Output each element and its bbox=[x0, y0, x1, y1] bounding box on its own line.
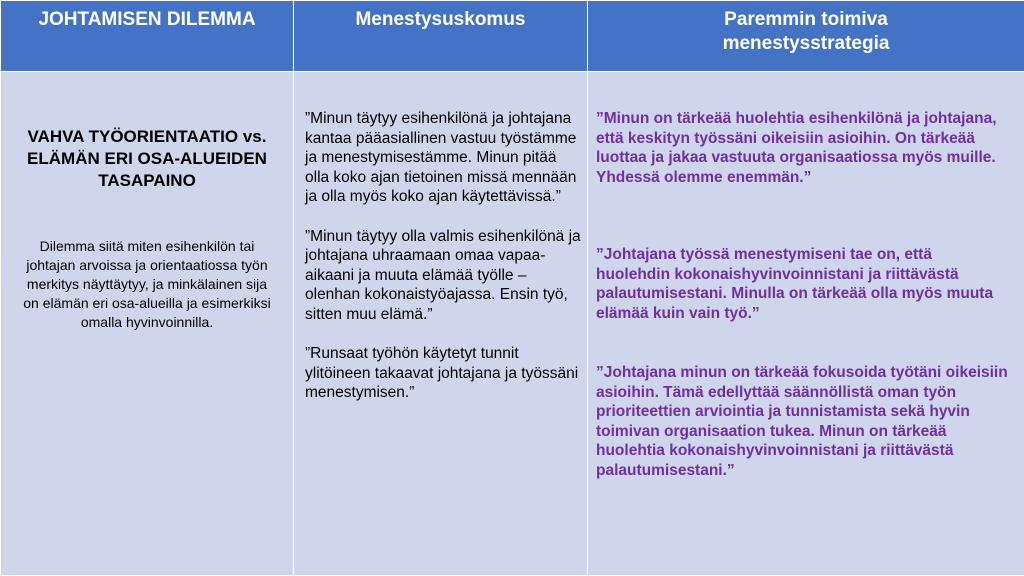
belief-quote-3: ”Runsaat työhön käytetyt tunnit ylitöineen takaavat johtajana ja työssäni menestymisen.” bbox=[305, 345, 579, 401]
dilemma-title bbox=[7, 126, 287, 192]
strategy-quote-2: ”Johtajana työssä menestymiseni tae on, että huolehdin kokonaishyvinvoinnistani ja riittävästä palautumisestani. Minulla on tärkeää olla myös muuta elämää kuin vain työ.” bbox=[596, 246, 994, 322]
belief-quote-2: ”Minun täytyy olla valmis esihenkilönä ja johtajana uhraamaan omaa vapaa-aikaani ja muuta elämää työlle – olenhan kokonaistyöajassa. Ensin työ, sitten muu elämä.” bbox=[305, 227, 581, 323]
strategy-cell bbox=[588, 72, 1024, 576]
header-dilemma-label: JOHTAMISEN DILEMMA bbox=[38, 9, 256, 30]
header-belief-label: Menestysuskomus bbox=[355, 9, 526, 30]
dilemma-title-line3: TASAPAINO bbox=[98, 171, 196, 190]
belief-list bbox=[294, 72, 587, 403]
strategy-list bbox=[588, 72, 1024, 480]
header-strategy bbox=[588, 1, 1024, 72]
header-row bbox=[1, 1, 1024, 72]
header-strategy-line2: menestysstrategia bbox=[722, 33, 890, 54]
dilemma-title-line2: ELÄMÄN ERI OSA-ALUEIDEN bbox=[27, 149, 267, 168]
dilemma-description: Dilemma siitä miten esihenkilön tai johtajan arvoissa ja orientaatiossa työn merkitys näyttäytyy, ja minkälainen sija on elämän eri osa-alueilla ja esimerkiksi omalla hyvinvoinnilla. bbox=[23, 238, 271, 330]
header-strategy-label bbox=[588, 1, 1024, 56]
content-row bbox=[1, 72, 1024, 576]
strategy-quote-3: ”Johtajana minun on tärkeää fokusoida työtäni oikeisiin asioihin. Tämä edellyttää säännöllistä oman työn prioriteettien arviointia ja tunnistamista sekä hyvin toimivan organisaation tukea. Minun on tärkeää huolehtia kokonaishyvinvoinnistani ja riittävästä palautumisestani.” bbox=[596, 364, 1008, 479]
header-dilemma bbox=[1, 1, 294, 72]
dilemma-title-line1: VAHVA TYÖORIENTAATIO vs. bbox=[27, 127, 267, 146]
strategy-quote-1: ”Minun on tärkeää huolehtia esihenkilönä ja johtajana, että keskityn työssäni oikeisiin asioihin. On tärkeää luottaa ja jakaa vastuuta organisaatiossa myös muille. Yhdessä olemme enemmän.” bbox=[596, 110, 997, 186]
dilemma-cell bbox=[1, 72, 294, 576]
header-belief bbox=[294, 1, 588, 72]
belief-quote-1: ”Minun täytyy esihenkilönä ja johtajana kantaa pääasiallinen vastuu työstämme ja menestymisestämme. Minun pitää olla koko ajan tietoinen missä mennään ja olla myös koko ajan käytettävissä.” bbox=[305, 110, 577, 205]
header-strategy-line1: Paremmin toimiva bbox=[724, 9, 888, 30]
belief-cell bbox=[294, 72, 588, 576]
